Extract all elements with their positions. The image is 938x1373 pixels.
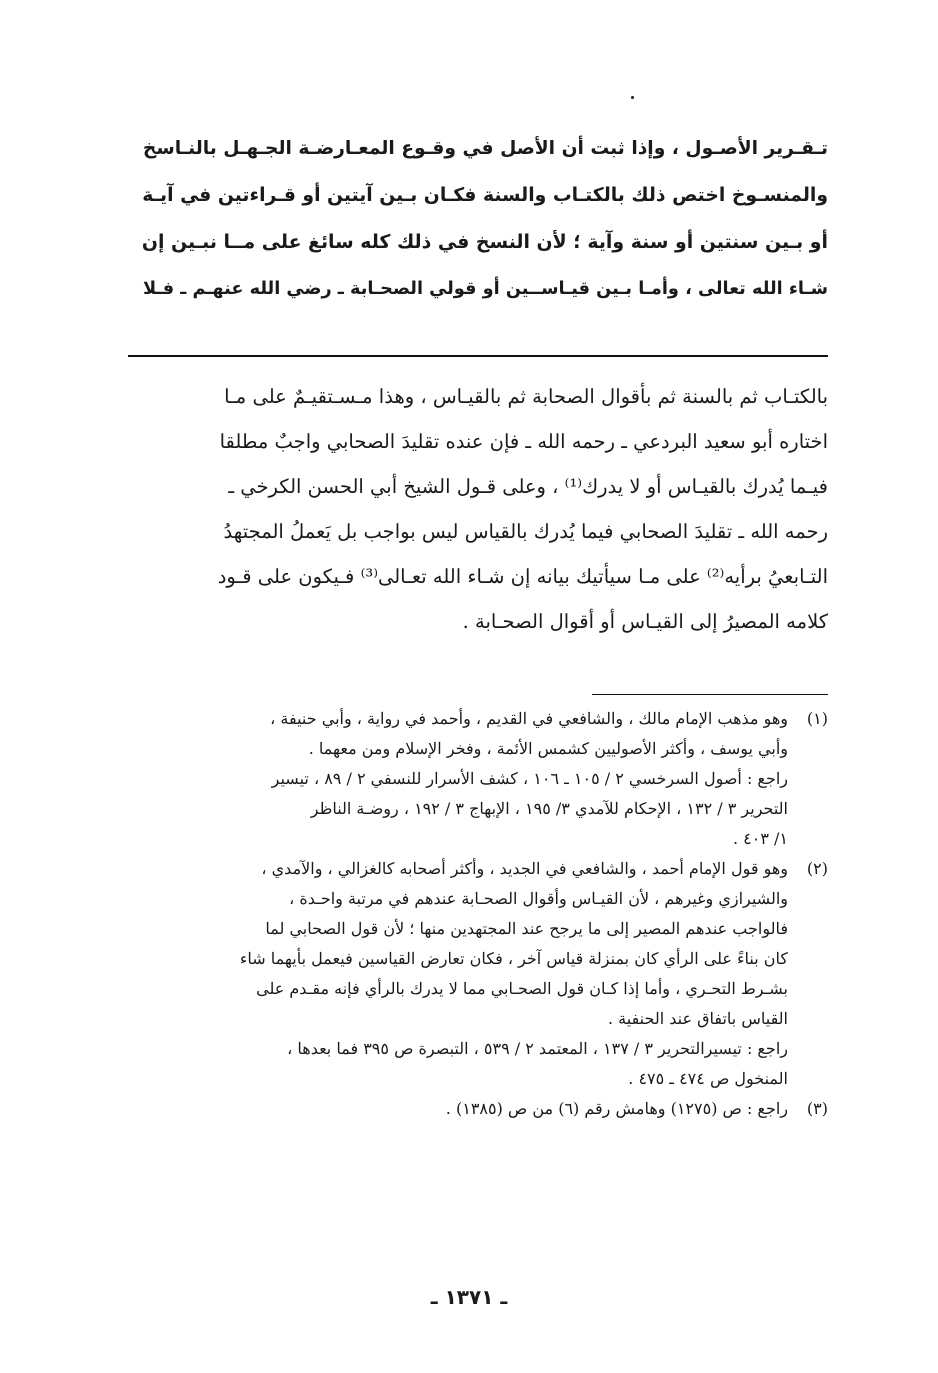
- footnote-line: وهو قول الإمام أحمد ، والشافعي في الجديد ، وأكثر أصحابه كالغزالي ، والآمدي ،: [261, 859, 788, 878]
- footnote-line: ١/ ٤٠٣ .: [732, 829, 788, 848]
- commentary-line: التـابعيُ برأيه⁽²⁾ على مـا سيأتيك بيانه إن شـاء الله تعـالى⁽³⁾ فـيكون على قـود: [217, 565, 828, 588]
- footnote-line: بشـرط التحـري ، وأما إذا كـان قول الصحـابي مما لا يدرك بالرأي فإنه مقـدم على: [256, 979, 788, 998]
- main-line: أو بـين سنتين أو سنة وآية ؛ لأن النسخ في ذلك كله سائغ على مــا نبـين إن: [141, 231, 828, 253]
- footnote-number: (٢): [806, 859, 828, 878]
- main-line: والمنسـوخ اختص ذلك بالكتـاب والسنة فكـان بـين آيتين أو قـراءتين في آيـة: [142, 185, 828, 206]
- footnote: [128, 1094, 828, 1124]
- footnote-line: وأبي يوسف ، وأكثر الأصوليين كشمس الأئمة ، وفخر الإسلام ومن معهما .: [308, 739, 788, 758]
- footnote-line: راجع : أصول السرخسي ٢ / ١٠٥ ـ ١٠٦ ، كشف الأسرار للنسفي ٢ / ٨٩ ، تيسير: [271, 769, 788, 788]
- footnote-divider: [592, 694, 828, 695]
- main-line: شـاء الله تعالى ، وأمـا بـين قيـاســين أو قولي الصحـابة ـ رضي الله عنهـم ـ فـلا: [143, 279, 828, 299]
- footnote-line: التحرير ٣ / ١٣٢ ، الإحكام للآمدي ٣/ ١٩٥ ، الإبهاج ٣ / ١٩٢ ، روضـة الناظر: [310, 799, 788, 818]
- commentary-line: اختاره أبو سعيد البردعي ـ رحمه الله ـ فإن عنده تقليدَ الصحابي واجبٌ مطلقا: [219, 430, 828, 453]
- commentary-line: فيـما يُدرك بالقيـاس أو لا يدرك⁽¹⁾ ، وعلى قـول الشيخ أبي الحسن الكرخي ـ: [228, 475, 828, 498]
- commentary-text: [128, 374, 828, 644]
- footnote-number: (١): [806, 709, 828, 728]
- footnote-line: كان بناءً على الرأي كان بمنزلة قياس آخر ، فكان تعارض القياسين فيعمل بأيهما شاء: [239, 949, 788, 968]
- footnote-line: والشيرازي وغيرهم ، لأن القيـاس وأقوال الصحـابة عندهم في مرتبة واحـدة ،: [289, 889, 788, 908]
- footnote-line: المنخول ص ٤٧٤ ـ ٤٧٥ .: [628, 1069, 788, 1088]
- footnote-line: وهو مذهب الإمام مالك ، والشافعي في القديم ، وأحمد في رواية ، وأبي حنيفة ،: [270, 709, 788, 728]
- main-text: [128, 125, 828, 313]
- ink-dot: [631, 96, 634, 99]
- main-divider: [128, 355, 828, 357]
- footnote: [128, 854, 828, 1094]
- commentary-line: كلامه المصيرُ إلى القيـاس أو أقوال الصحـابة .: [462, 610, 828, 633]
- footnote: [128, 704, 828, 854]
- main-line: تـقـرير الأصـول ، وإذا ثبت أن الأصل في وقـوع المعـارضـة الجـهـل بالنـاسخ: [142, 138, 828, 159]
- commentary-line: بالكتـاب ثم بالسنة ثم بأقوال الصحابة ثم بالقيـاس ، وهذا مـسـتقيـمٌ على مـا: [224, 385, 828, 408]
- footnotes: [128, 704, 828, 1124]
- footnote-line: راجع : ص (١٢٧٥) وهامش رقم (٦) من ص (١٣٨٥) .: [445, 1099, 788, 1118]
- footnote-number: (٣): [806, 1099, 828, 1118]
- footnote-line: فالواجب عندهم المصير إلى ما يرجح عند المجتهدين منها ؛ لأن قول الصحابي لما: [265, 919, 788, 938]
- page-number: ـ ١٣٧١ ـ: [430, 1285, 508, 1309]
- commentary-line: رحمه الله ـ تقليدَ الصحابي فيما يُدرك بالقياس ليس بواجب بل يَعملُ المجتهدُ: [223, 520, 828, 543]
- footnote-line: راجع : تيسيرالتحرير ٣ / ١٣٧ ، المعتمد ٢ / ٥٣٩ ، التبصرة ص ٣٩٥ فما بعدها ،: [287, 1039, 788, 1058]
- footnote-line: القياس باتفاق عند الحنفية .: [608, 1009, 788, 1028]
